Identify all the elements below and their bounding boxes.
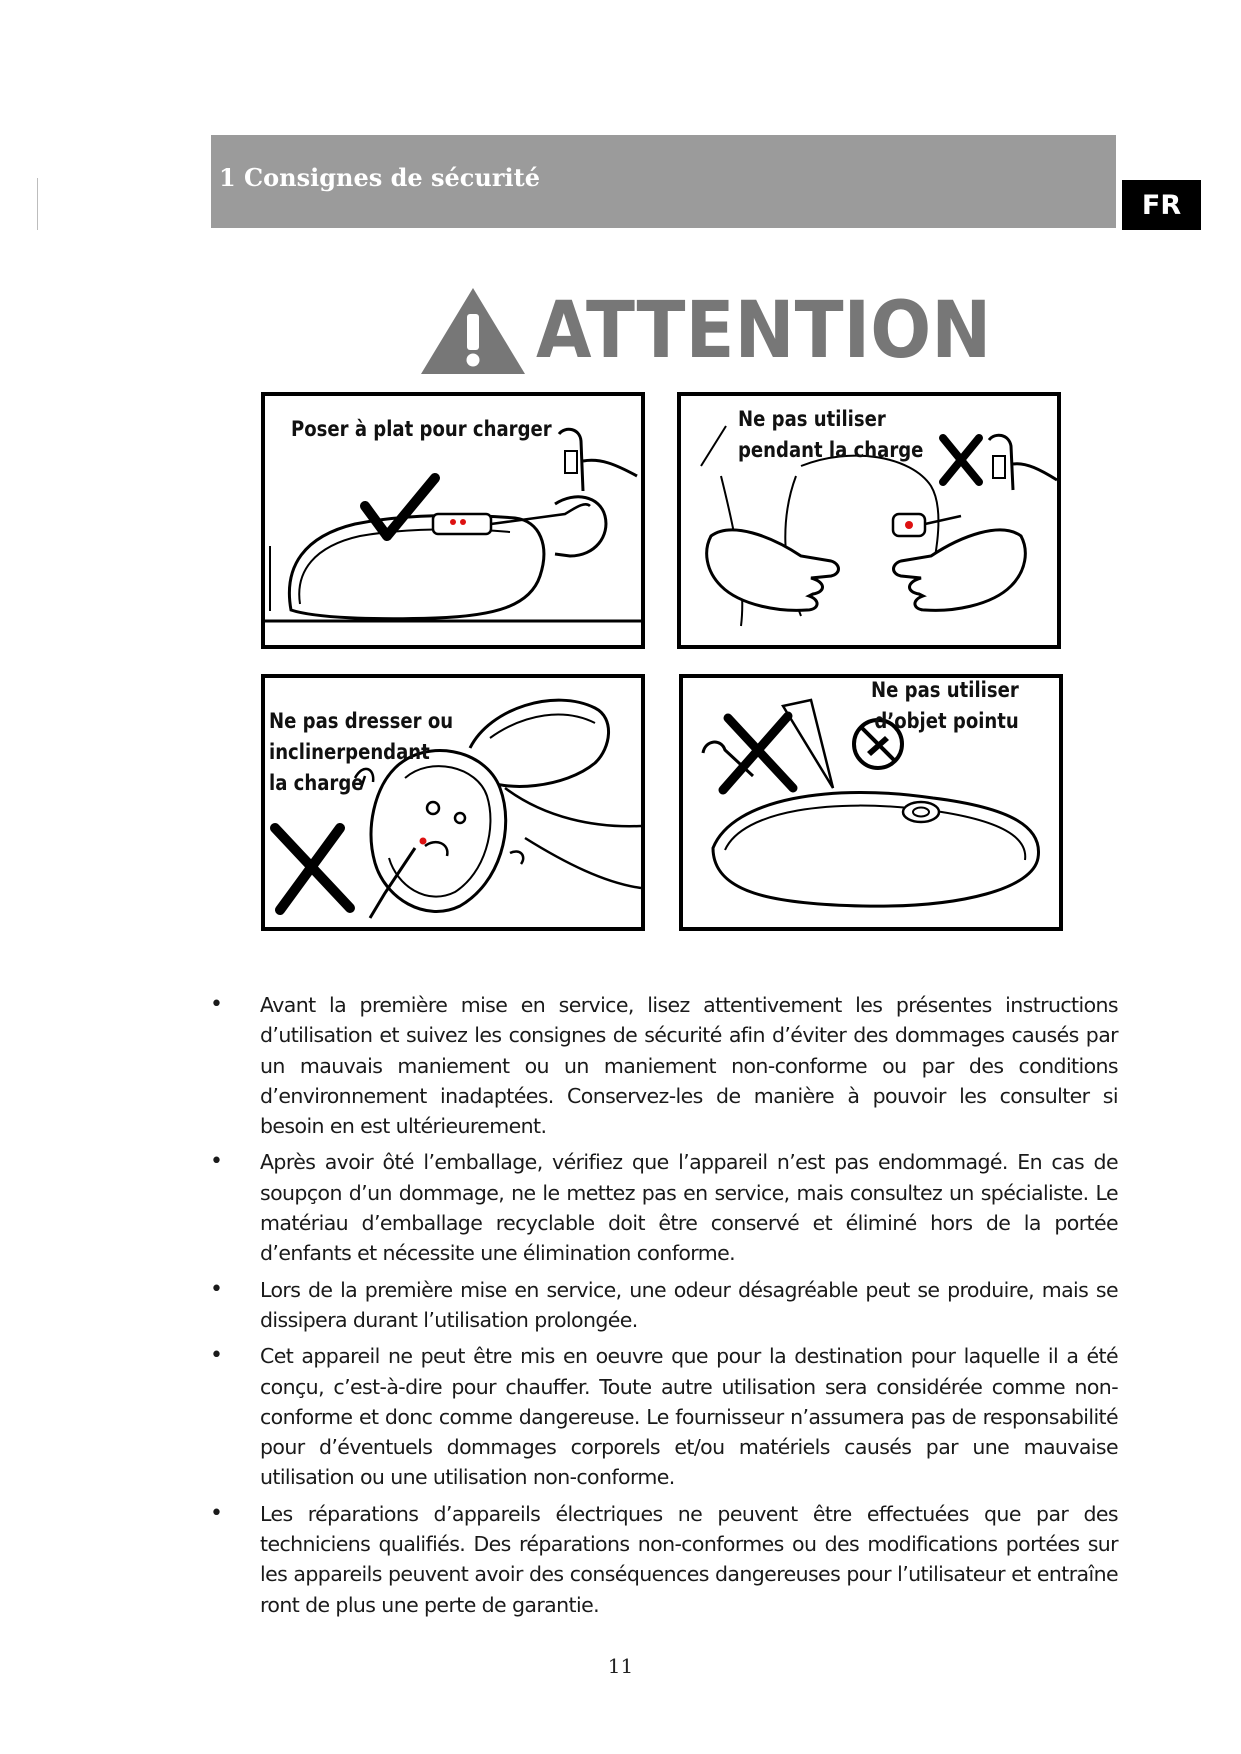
cross-mark-icon <box>943 438 979 482</box>
panel-no-tilt-while-charging <box>261 674 645 931</box>
list-item: • Cet appareil ne peut être mis en oeuvre que pour la destination pour laquelle il a été conçu, c’est-à-dire pour chauffer. Toute autre utilisation sera considérée comme non-conforme et donc comme dangereuse. Le fournisseur n’assumera pas de responsabilité pour d’éventuels dommages corporels et/ou matériels causés par une mauvaise utilisation ou une utilisation non-conforme. <box>210 1343 1118 1490</box>
list-item: • Avant la première mise en service, lisez attentivement les présentes instructions d’utilisation et suivez les consignes de sécurité afin d’éviter des dommages causés par un mauvais maniement ou un maniement non-conforme ou par des conditions d’environnement inadaptées. Conservez-les de manière à pouvoir les consulter si besoin en est ultérieurement. <box>210 992 1118 1139</box>
margin-rule <box>37 178 38 230</box>
check-mark-icon <box>365 478 435 536</box>
cross-mark-icon <box>275 828 350 910</box>
section-header <box>211 135 1116 228</box>
panel-flat-charging <box>261 392 645 649</box>
bullet-symbol: • <box>210 1149 223 1175</box>
section-title: 1 Consignes de sécurité <box>219 163 540 192</box>
list-item: • Après avoir ôté l’emballage, vérifiez que l’appareil n’est pas endommagé. En cas de soupçon d’un dommage, ne le mettez pas en service, mais consultez un spécialiste. Le matériau d’emballage recyclable doit être conservé et éliminé hors de la portée d’enfants et nécessite une élimination conforme. <box>210 1149 1118 1266</box>
panel-label: Ne pas utiliser d’objet pointu <box>871 678 1019 733</box>
bullet-symbol: • <box>210 1276 223 1302</box>
warning-triangle-icon <box>418 284 528 378</box>
bullet-symbol: • <box>210 1343 223 1369</box>
page-number: 11 <box>607 1654 634 1678</box>
panel-label: Ne pas dresser ou inclinerpendant la charge <box>269 709 454 795</box>
bullet-symbol: • <box>210 1500 223 1526</box>
list-item: • Les réparations d’appareils électriques ne peuvent être effectuées que par des techniciens qualifiés. Des réparations non-conformes ou des modifications portées sur les appareils peuvent avoir des conséquences dangereuses pour l’utilisateur et entraîne ront de plus une perte de garantie. <box>210 1500 1118 1617</box>
panel-label: Ne pas utiliser pendant la charge <box>738 407 924 462</box>
safety-instructions-list <box>210 990 1118 1626</box>
bullet-symbol: • <box>210 992 223 1017</box>
language-badge: FR <box>1122 180 1201 230</box>
cross-mark-icon <box>723 716 793 790</box>
panel-label: Poser à plat pour charger <box>291 417 552 441</box>
attention-word: ATTENTION <box>536 285 992 376</box>
panel-no-use-while-charging <box>677 392 1061 649</box>
attention-heading <box>418 283 1031 378</box>
panel-no-sharp-objects <box>679 674 1063 931</box>
list-item: • Lors de la première mise en service, une odeur désagréable peut se produire, mais se dissipera durant l’utilisation prolongée. <box>210 1276 1118 1332</box>
